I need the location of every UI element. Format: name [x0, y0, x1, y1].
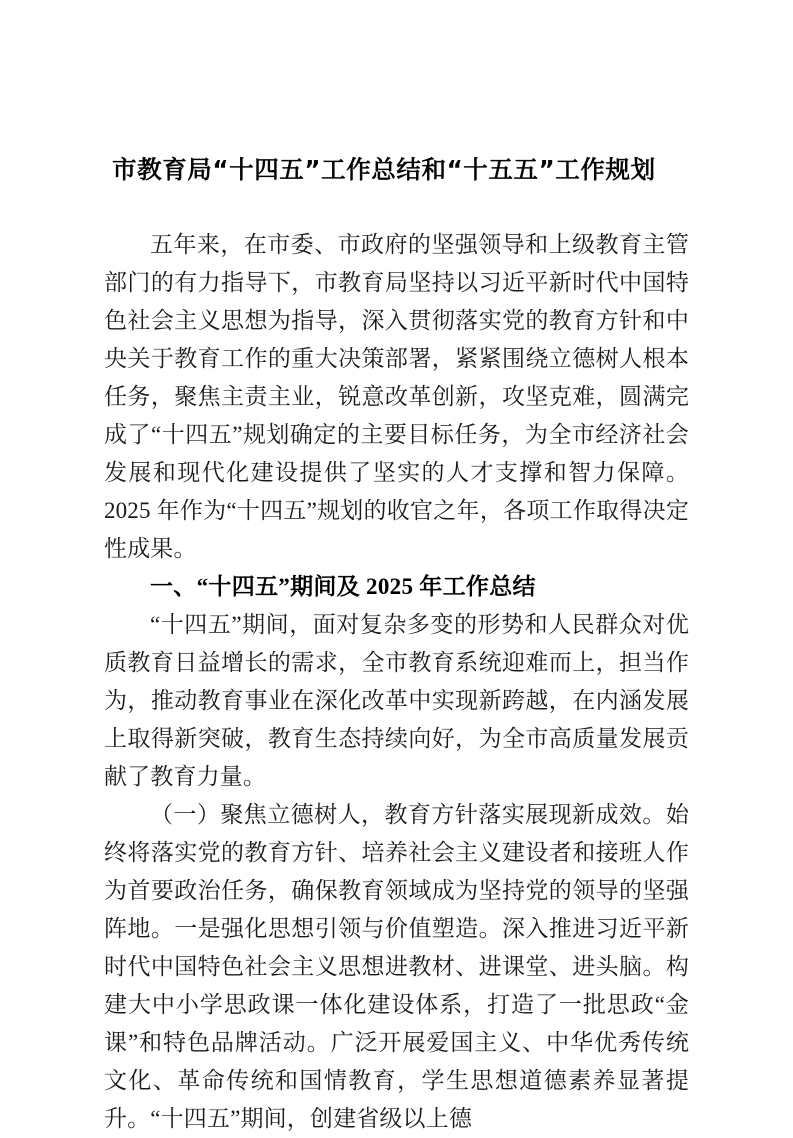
- page-title: 市教育局“十四五”工作总结和“十五五”工作规划: [112, 155, 656, 184]
- paragraph-subsection-1-1: （一）聚焦立德树人，教育方针落实展现新成效。始终将落实党的教育方针、培养社会主义建设者和接班人作为首要政治任务，确保教育领域成为坚持党的领导的坚强阵地。一是强化思想引领与价值塑造。深入推进习近平新时代中国特色社会主义思想进教材、进课堂、进头脑。构建大中小学思政课一体化建设体系，打造了一批思政“金课”和特色品牌活动。广泛开展爱国主义、中华优秀传统文化、革命传统和国情教育，学生思想道德素养显著提升。“十四五”期间，创建省级以上德: [104, 802, 689, 1131]
- section-heading-1: 一、“十四五”期间及 2025 年工作总结: [150, 574, 536, 599]
- document-content: [104, 150, 689, 1138]
- paragraph-intro: 五年来，在市委、市政府的坚强领导和上级教育主管部门的有力指导下，市教育局坚持以习近平新时代中国特色社会主义思想为指导，深入贯彻落实党的教育方针和中央关于教育工作的重大决策部署，紧紧围绕立德树人根本任务，聚焦主责主业，锐意改革创新，攻坚克难，圆满完成了“十四五”规划确定的主要目标任务，为全市经济社会发展和现代化建设提供了坚实的人才支撑和智力保障。2025 年作为“十四五”规划的收官之年，各项工作取得决定性成果。: [104, 232, 689, 561]
- paragraph-section-1-intro: “十四五”期间，面对复杂多变的形势和人民群众对优质教育日益增长的需求，全市教育系统迎难而上，担当作为，推动教育事业在深化改革中实现新跨越，在内涵发展上取得新突破，教育生态持续向好，为全市高质量发展贡献了教育力量。: [104, 612, 689, 789]
